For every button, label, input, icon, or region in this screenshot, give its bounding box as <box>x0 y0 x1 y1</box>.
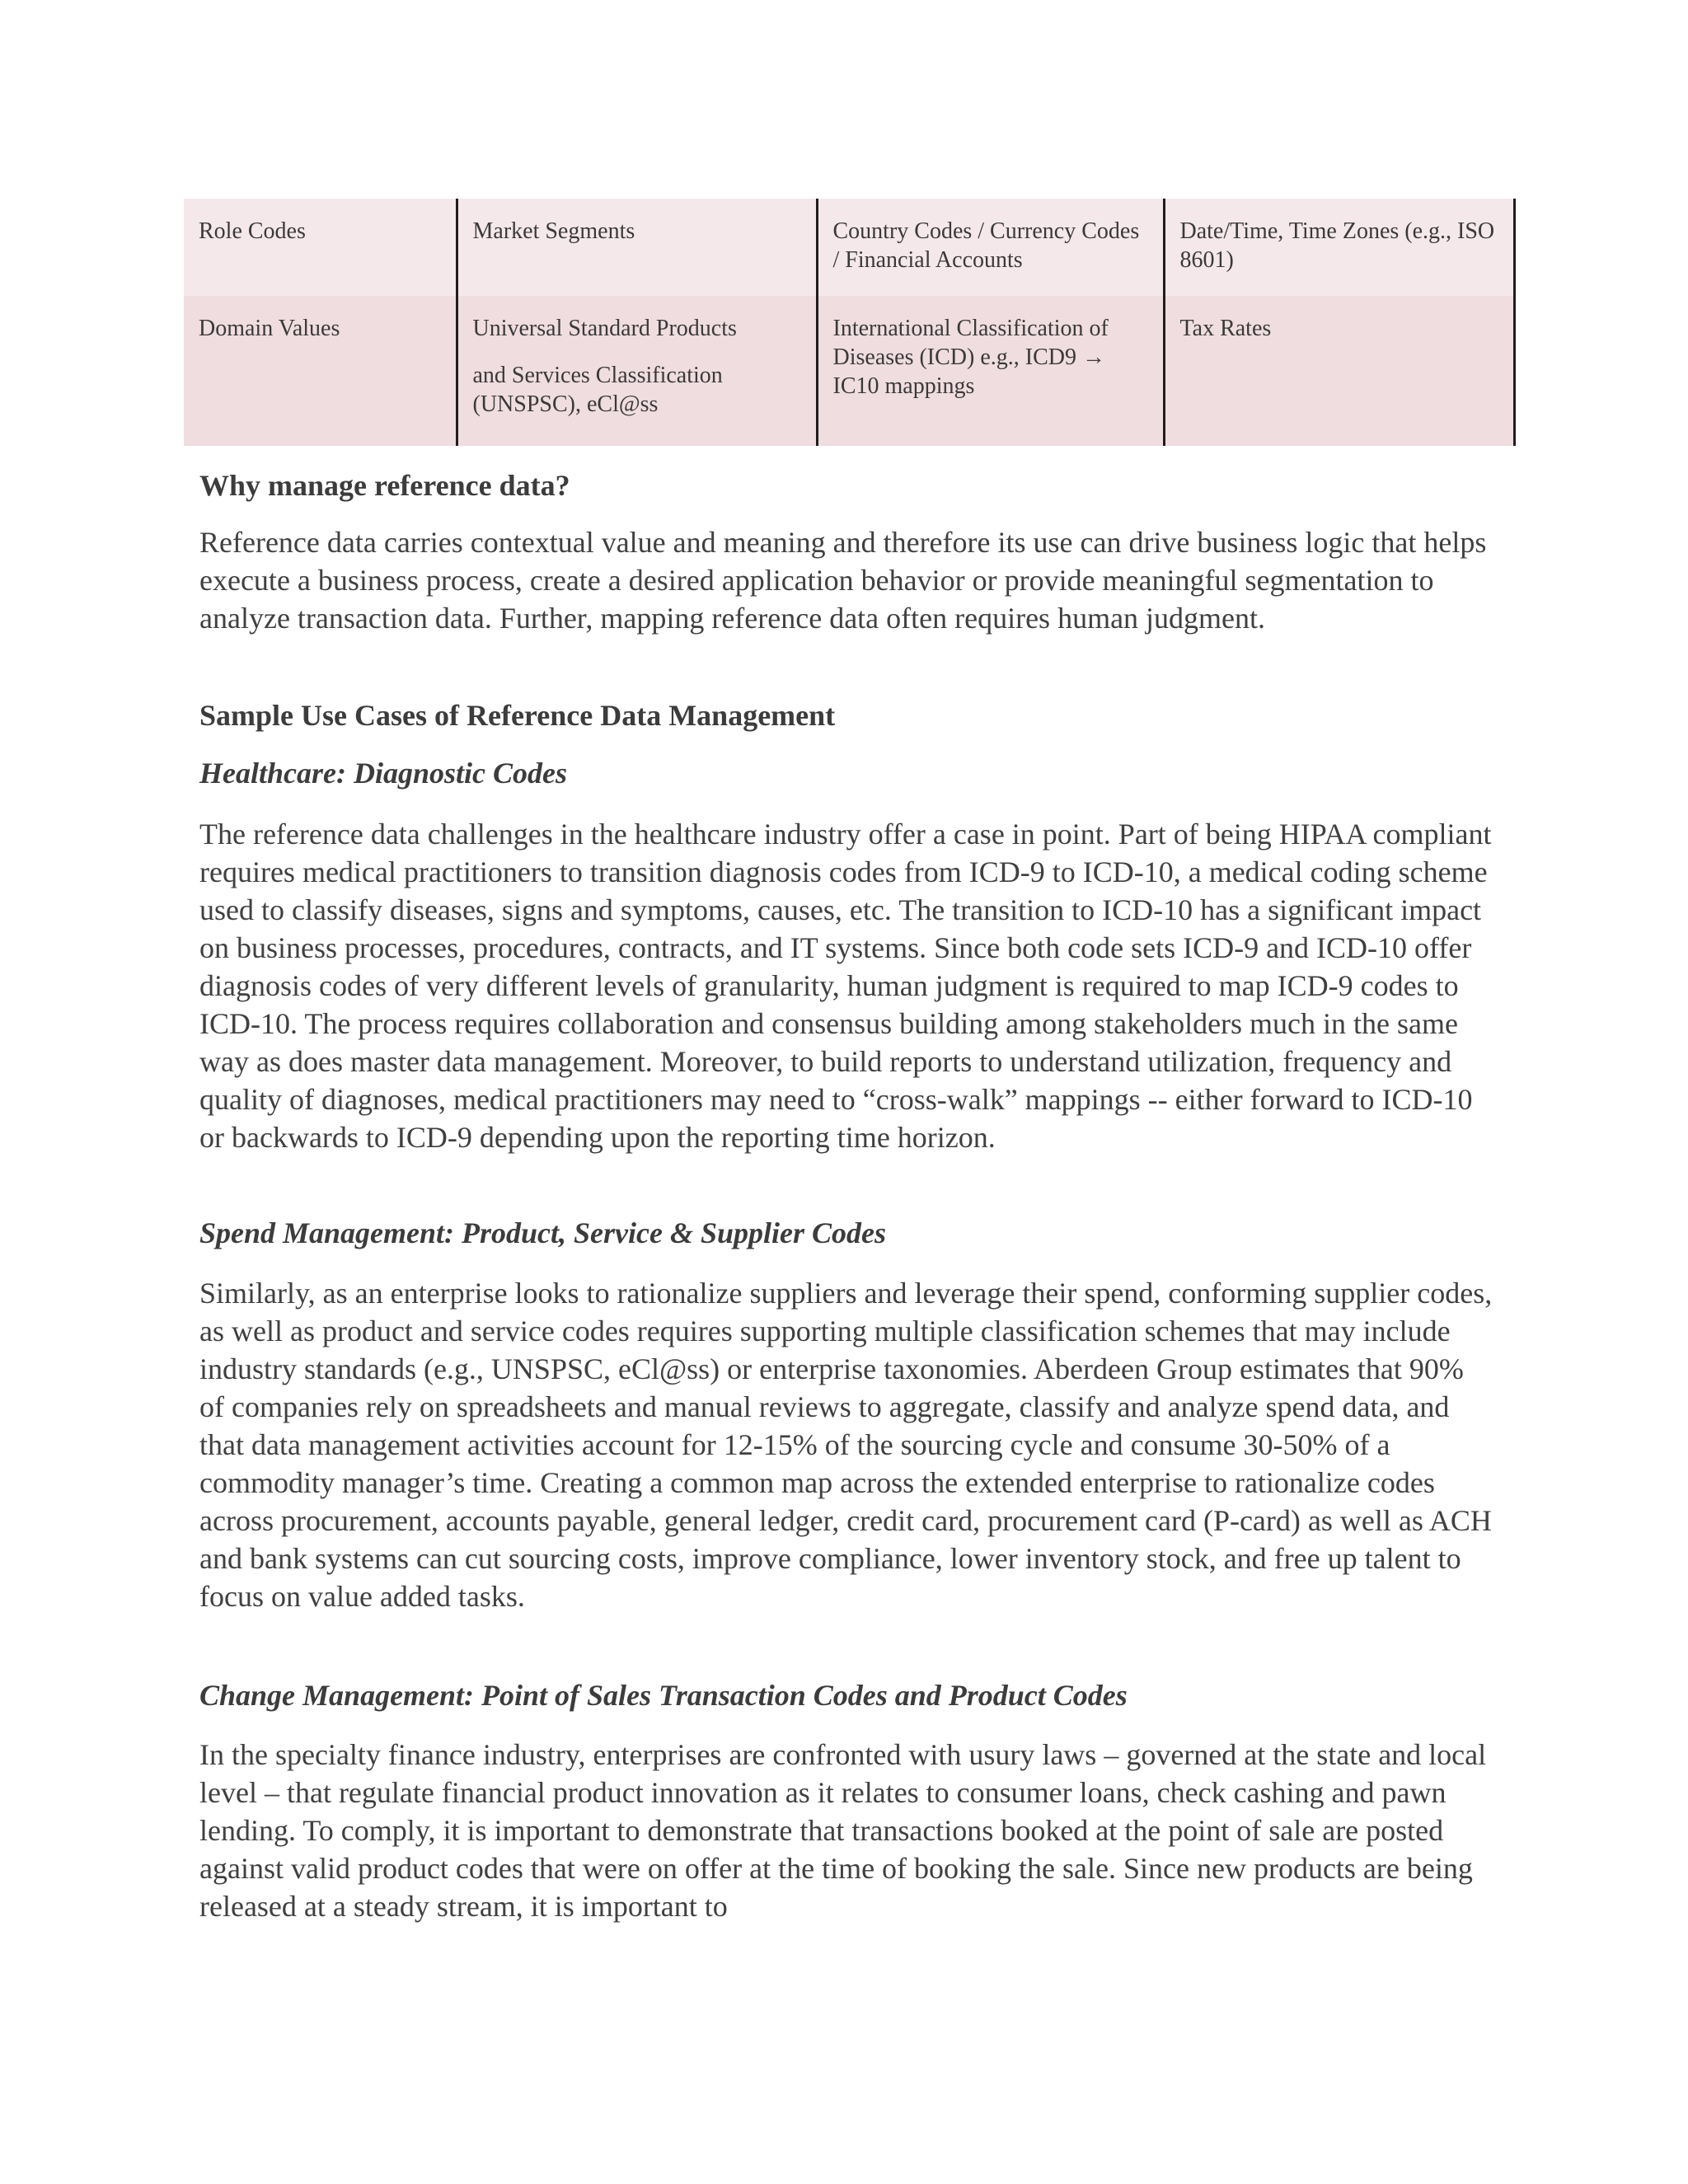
paragraph: In the specialty finance industry, enterprises are confronted with usury laws – governed at the state and local level – that regulate financial product innovation as it relates to consumer loans, check cashing and pawn lending. To comply, it is important to demonstrate that transactions booked at the point of sale are posted against valid product codes that were on offer at the time of booking the sale. Since new products are being released at a steady stream, it is important to <box>199 1738 1487 1923</box>
spend-paragraph-block <box>199 1274 1493 1615</box>
subsection-heading: Spend Management: Product, Service & Supplier Codes <box>199 1216 887 1249</box>
section-use-cases <box>199 696 1493 734</box>
table-cell <box>457 296 817 446</box>
table-cell: Domain Values <box>184 296 457 446</box>
cell-line: Universal Standard Products <box>472 316 737 341</box>
section-heading: Sample Use Cases of Reference Data Management <box>199 699 836 732</box>
paragraph: Similarly, as an enterprise looks to rationalize suppliers and leverage their spend, conforming supplier codes, as well as product and service codes requires supporting multiple classification schemes that may include industry standards (e.g., UNSPSC, eCl@ss) or enterprise taxonomies. Aberdeen Group estimates that 90% of companies rely on spreadsheets and manual reviews to aggregate, classify and analyze spend data, and that data management activities account for 12-15% of the sourcing cycle and consume 30-50% of a commodity manager’s time. Creating a common map across the extended enterprise to rationalize codes across procurement, accounts payable, general ledger, credit card, procurement card (P-card) as well as ACH and bank systems can cut sourcing costs, improve compliance, lower inventory stock, and free up talent to focus on value added tasks. <box>199 1277 1493 1613</box>
section-change <box>199 1676 1493 1714</box>
section-heading: Why manage reference data? <box>199 469 570 502</box>
why-paragraph-block <box>199 523 1493 637</box>
change-paragraph-block <box>199 1736 1493 1925</box>
section-spend <box>199 1214 1493 1252</box>
section-healthcare <box>199 754 1493 792</box>
healthcare-paragraph-block <box>199 815 1493 1156</box>
table-cell: International Classification of Diseases (ICD) e.g., ICD9 → IC10 mappings <box>817 296 1164 446</box>
table-row <box>184 296 1514 446</box>
subsection-heading: Change Management: Point of Sales Transaction Codes and Product Codes <box>199 1679 1128 1712</box>
table-cell: Date/Time, Time Zones (e.g., ISO 8601) <box>1164 199 1514 296</box>
reference-data-table <box>184 199 1516 446</box>
subsection-heading: Healthcare: Diagnostic Codes <box>199 757 567 790</box>
table-cell: Country Codes / Currency Codes / Financial Accounts <box>817 199 1164 296</box>
table-row <box>184 199 1514 296</box>
paragraph: The reference data challenges in the healthcare industry offer a case in point. Part of being HIPAA compliant requires medical practitioners to transition diagnosis codes from ICD-9 to ICD-10, a medical coding scheme used to classify diseases, signs and symptoms, causes, etc. The transition to ICD-10 has a significant impact on business processes, procedures, contracts, and IT systems. Since both code sets ICD-9 and ICD-10 offer diagnosis codes of very different levels of granularity, human judgment is required to map ICD-9 codes to ICD-10. The process requires collaboration and consensus building among stakeholders much in the same way as does master data management. Moreover, to build reports to understand utilization, frequency and quality of diagnoses, medical practitioners may need to “cross-walk” mappings -- either forward to ICD-10 or backwards to ICD-9 depending upon the reporting time horizon. <box>199 818 1492 1154</box>
paragraph: Reference data carries contextual value and meaning and therefore its use can drive business logic that helps execute a business process, create a desired application behavior or provide meaningful segmentation to analyze transaction data. Further, mapping reference data often requires human judgment. <box>199 526 1487 635</box>
table-cell: Tax Rates <box>1164 296 1514 446</box>
table-cell: Role Codes <box>184 199 457 296</box>
table-cell: Market Segments <box>457 199 817 296</box>
section-why <box>199 466 1493 504</box>
cell-line: and Services Classification (UNSPSC), eCl@ss <box>472 363 723 417</box>
